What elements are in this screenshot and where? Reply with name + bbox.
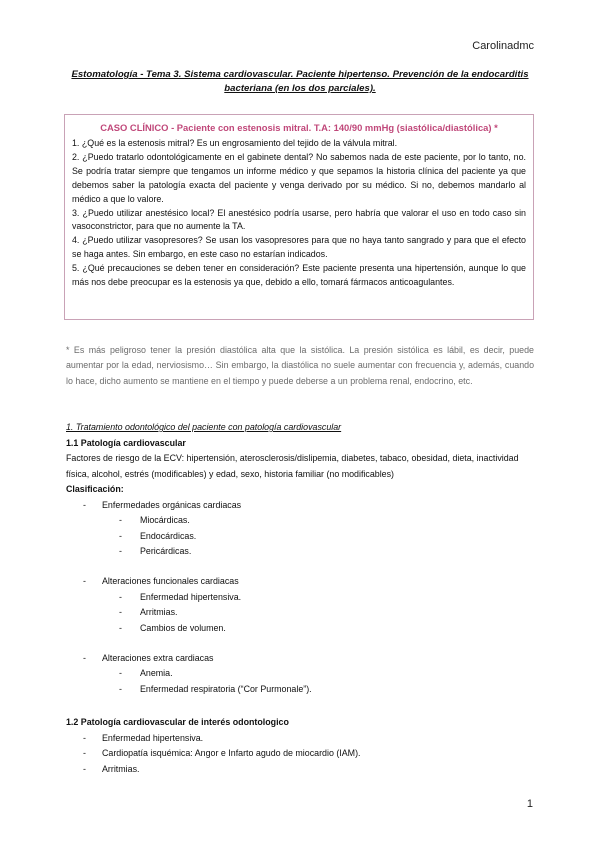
list-bullet: -	[83, 748, 86, 758]
list-item	[66, 529, 536, 545]
list-item	[66, 513, 536, 529]
list-bullet: -	[83, 732, 86, 743]
footnote-text: * Es más peligroso tener la presión diastólica alta que la sistólica. La presión sistólica es lábil, es decir, puede aumentar por la edad, nerviosismo… Sin embargo, la diastólica no suele aumentar con frecuencia y, además, cuando lo hace, dicho aumento se mantiene en el tiempo y puede deberse a un problema renal, endocrino, etc.	[66, 345, 534, 386]
list-item	[66, 651, 536, 667]
document-title: Estomatología - Tema 3. Sistema cardiovascular. Paciente hipertenso. Prevención de la endocarditis bacteriana (en los dos parciales).	[71, 69, 529, 94]
risk-factors-text: Factores de riesgo de la ECV: hipertensión, aterosclerosis/dislipemia, diabetes, tabaco, obesidad, dieta, inactividad física, alcohol, estrés (modificables) y edad, sexo, historia familiar (no modificables)	[66, 453, 519, 479]
list-bullet: -	[119, 622, 122, 633]
case-question: 4. ¿Puedo utilizar vasopresores? Se usan los vasopresores para que no haya tanto sangrado y para que el efecto se haga antes. Sin embargo, en este caso no estarían indicados.	[72, 235, 526, 260]
page-number: 1	[526, 798, 533, 810]
list-item-text: Arritmias.	[102, 763, 140, 774]
case-title: CASO CLÍNICO - Paciente con estenosis mitral. T.A: 140/90 mmHg (siastólica/diastólica) *	[100, 122, 498, 133]
list-item	[66, 621, 536, 637]
classification-label: Clasificación:	[66, 484, 124, 494]
list-item	[66, 574, 536, 590]
list-item-text: Endocárdicas.	[140, 530, 197, 541]
list-bullet: -	[119, 530, 122, 541]
clinical-case-box	[64, 114, 534, 320]
list-bullet: -	[83, 763, 86, 774]
list-bullet: -	[83, 652, 86, 663]
case-question: 1. ¿Qué es la estenosis mitral? Es un engrosamiento del tejido de la válvula mitral.	[72, 138, 398, 148]
list-bullet: -	[119, 668, 122, 678]
group-label: Alteraciones funcionales cardiacas	[102, 576, 239, 586]
case-question: 5. ¿Qué precauciones se deben tener en consideración? Este paciente presenta una hipertensión, aunque lo que más nos debe preocupar es la estenosis ya que, debido a ello, tomará fármacos anticoagulantes.	[72, 263, 526, 288]
list-item	[66, 762, 536, 778]
list-item	[66, 544, 536, 560]
list-item-text: Enfermedad respiratoria (“Cor Purmonale”).	[140, 683, 312, 694]
case-question: 2. ¿Puedo tratarlo odontológicamente en el gabinete dental? No sabemos nada de este paciente, por lo tanto, no. Se podría tratar siempre que tengamos un informe médico y que sepamos la historia clínica del paciente ya que debemos saber la patología exacta del paciente y venga derivado por su médico. Si no, debemos mandarlo al médico a que lo valore.	[72, 151, 526, 204]
section-1-2	[66, 715, 536, 777]
list-bullet: -	[119, 515, 122, 525]
list-bullet: -	[119, 591, 122, 602]
subsection-heading: 1.1 Patología cardiovascular	[66, 437, 186, 448]
list-item	[66, 498, 536, 514]
case-question: 3. ¿Puedo utilizar anestésico local? El anestésico podría usarse, pero habría que valorar el uso en todo caso sin vasoconstrictor, para que no aumente la TA.	[72, 207, 526, 232]
list-item	[66, 590, 536, 606]
group-label: Enfermedades orgánicas cardiacas	[102, 499, 242, 510]
list-item-text: Arritmias.	[140, 607, 178, 617]
list-bullet: -	[83, 576, 86, 586]
section-1	[66, 420, 536, 697]
list-item	[66, 746, 536, 762]
list-item-text: Miocárdicas.	[140, 515, 190, 525]
list-item-text: Enfermedad hipertensiva.	[102, 732, 204, 743]
list-bullet: -	[83, 499, 86, 510]
list-bullet: -	[119, 683, 122, 694]
list-item-text: Cardiopatía isquémica: Angor e Infarto agudo de miocardio (IAM).	[102, 748, 361, 758]
list-item	[66, 682, 536, 698]
subsection-heading: 1.2 Patología cardiovascular de interés odontologico	[66, 717, 289, 727]
list-item-text: Enfermedad hipertensiva.	[140, 591, 242, 602]
list-item	[66, 666, 536, 682]
list-item-text: Cambios de volumen.	[140, 622, 226, 633]
list-item-text: Pericárdicas.	[140, 546, 192, 556]
list-item	[66, 731, 536, 747]
section-heading: 1. Tratamiento odontológico del paciente con patología cardiovascular	[66, 422, 342, 432]
list-item	[66, 605, 536, 621]
author-label: Carolinadmc	[472, 40, 534, 52]
list-bullet: -	[119, 607, 122, 617]
group-label: Alteraciones extra cardiacas	[102, 652, 214, 663]
list-bullet: -	[119, 546, 122, 556]
list-item-text: Anemia.	[140, 668, 173, 678]
